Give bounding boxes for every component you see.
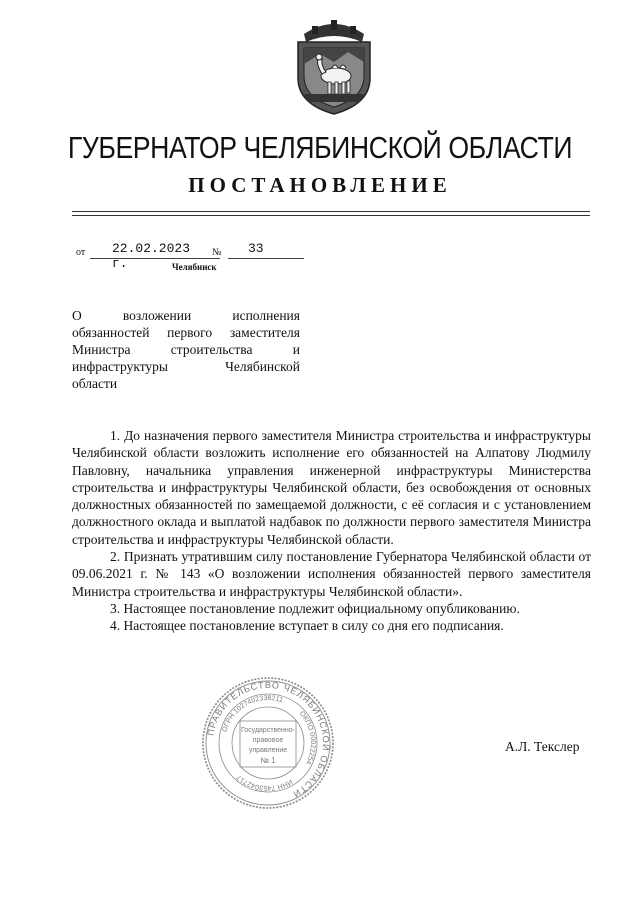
subject-line: Министра строительства и — [72, 342, 300, 357]
document-city: Челябинск — [172, 262, 217, 272]
number-underline — [228, 258, 304, 259]
stamp-center-line: правовое — [252, 737, 284, 744]
stamp-center-line: управление — [248, 747, 288, 754]
chelyabinsk-coat-of-arms-icon — [290, 12, 378, 116]
body-paragraph: 2. Признать утратившим силу постановление Губернатора Челябинской области от 09.06.2021 г. № 143 «О возложении исполнения обязанностей первого заместителя Министра строительства и инфраструктуры Челябинской области». — [72, 549, 591, 599]
body-paragraph: 3. Настоящее постановление подлежит официальному опубликованию. — [110, 600, 520, 616]
body-paragraph: 1. До назначения первого заместителя Министра строительства и инфраструктуры Челябинской области возложить исполнение его обязанностей на Алпатову Людмилу Павловну, начальника управления инженерной инфраструктуры Министерства строительства и инфраструктуры Челябинской области, без освобождения от основных должностных обязанностей по замещаемой должности, с её согласия и с установлением должностного оклада и выплатой надбавок по должности первого заместителя Министра строительства и инфраструктуры Челябинской области. — [72, 428, 591, 547]
stamp-ogrn: ОГРН 1027402338211 — [221, 694, 284, 733]
stamp-okpo: ОКПО 00022254 — [297, 710, 317, 766]
stamp-center-line: Государственно- — [240, 727, 296, 734]
subject-line: инфраструктуры Челябинской — [72, 359, 300, 374]
document-subject — [72, 307, 300, 392]
header-rule — [72, 211, 590, 212]
stamp-outer-text: ПРАВИТЕЛЬСТВО ЧЕЛЯБИНСКОЙ ОБЛАСТИ — [205, 679, 332, 800]
signer-name: А.Л. Текслер — [505, 739, 580, 754]
document-date: 22.02.2023 г. — [112, 241, 191, 271]
official-stamp — [200, 675, 336, 811]
header-rule-thin — [72, 215, 590, 216]
svg-text:ИНН 7453042717 — [236, 773, 294, 791]
body-paragraph: 4. Настоящее постановление вступает в силу со дня его подписания. — [110, 618, 504, 634]
stamp-center-line: № 1 — [260, 756, 276, 765]
stamp-inn: ИНН 7453042717 — [235, 773, 294, 792]
subject-line: области — [72, 376, 118, 391]
number-label: № — [212, 247, 222, 258]
svg-text:ОКПО 00022254 — [298, 710, 316, 765]
subject-line: обязанностей первого заместителя — [72, 325, 300, 340]
document-type: ПОСТАНОВЛЕНИЕ — [188, 173, 452, 197]
document-number: 33 — [248, 241, 264, 256]
subject-line: О возложении исполнения — [72, 308, 300, 323]
authority-title: ГУБЕРНАТОР ЧЕЛЯБИНСКОЙ ОБЛАСТИ — [67, 130, 573, 165]
document-body — [72, 427, 591, 635]
date-underline — [90, 258, 220, 259]
date-label: от — [76, 247, 86, 258]
